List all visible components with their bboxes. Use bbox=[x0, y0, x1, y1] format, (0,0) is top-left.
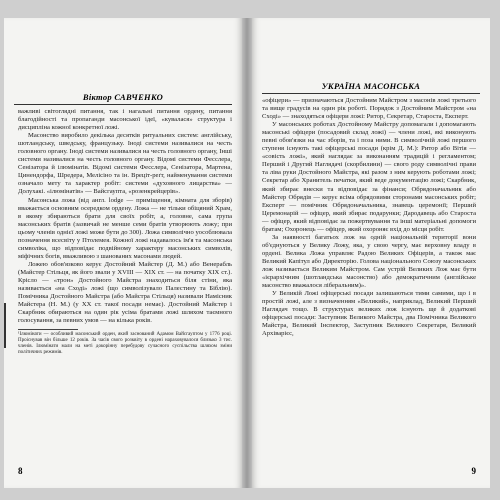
paragraph: У масонських роботах Достойному Майстру допомагали і допомагають масонські офіцери (посадовий склад ложі) — члени ложі, які виконують певні обов'язки на час зборів, та і поза ними. В символічній ложі першого ступеня існують такі офіцерські посади (крім Д. М.): Ритор або Вітія — «совість ложі», який наглядає за виконанням традицій і регламентом; Перший і Другий Наглядачі (скорбилини) — свого роду символічні прави та ліва руки Достойного Майстра, які разом з ним керують роботами ложі; Секретар або Хранитель печатки, який веде документацію ложі; Скарбник, який збирає внески та відповідає за фінанси; Обрядоначальник або Майстер Обрядів — керує всіма обрядовими сторонами масонських робіт; Експерт — помічник Обрядоначальника, знавець церемонії; Перший Церемонарій — офіцер, який збирає подарунки; Дародавець або Староста — офіцер, який відповідає за пожертвування та інші матеріальні допомоги братам; Охоронець — офіцер, який охороняє вхід до місця робіт. bbox=[262, 121, 476, 233]
page-number-left: 8 bbox=[18, 466, 23, 476]
paragraph: За наявності багатьох лож на одній національній території вони об'єднуються у Велику Ложу, яка, у свою чергу, має верховну владу в ордені. Велика Ложа управляє Радою Великих Офіцерів, а також має Великий Капітул або Директорію. Голова національного Союзу масонських лож називається Великим Майстром. Сам устрій Великих Лож має бути «ієрархічним (шотландська масонство) або демократичним (англійське масонство вважалося ліберальним)». bbox=[262, 233, 476, 290]
paragraph: Ложею обов'язково керує Достойний Майстер (Д. М.) або Венерабль (Майстер Стільця, як його звали у XVIII — XIX ст. — на початку XIX ст.). Крісло — «трон» Достойного Майстра знаходиться біля стіни, яка називається «на Сході» ложі (що символізувало Палестину та Біблію). Помічника Достойного Майстра (або Майстра Стільця) називали Намісник Майстера (Н. М.) (у XX ст. такої посади немає). Достойний Майстер і Скарбник обираються на один рік усіма братами ложі шляхом таємного голосування, за певних умов — на кілька років. bbox=[18, 260, 232, 325]
left-body-text bbox=[4, 108, 242, 325]
margin-mark bbox=[4, 303, 6, 348]
right-page bbox=[252, 18, 490, 488]
right-body-text bbox=[252, 97, 490, 338]
paragraph: Масонська ложа (від англ. lodge — приміщення, кімната для зборів) вважається основним осередком ордену. Ложа — не тільки обіцяний Храм, в якому збираються брати для своїх робіт, а, головне, сама група масонських братів (зазвичай не менше семи братів утворюють ложу; при цьому членів однієї ложі може бути до 300). Ложа символічно уособлювала позначення всесвіту у Птолемея. Кожної ложі надавалось ім'я та масонська символіка, що відповідає подвійному характеру масонських символів, міфічних богів, вважливою з шанованих масонами людей. bbox=[18, 196, 232, 260]
header-rule bbox=[14, 104, 232, 105]
paragraph: важливі світоглядні питання, так і нагальні питання ордену, питання благодійності та пропаганди масонської ідеї, «кувалася» структура і дисципліна кожної конкретної ложі. bbox=[18, 108, 232, 132]
paragraph: Масонство виробило декілька десятків ритуальних систем: англійську, шотландську, шведську, французьку. Іноді системи називалися на честь головного органу. Іноді системи називалися на честь головного органу, Інші системи називалися на честь головного органу. Відомі системи Фесслера, Сенізатора й ілюмінатів. Відомі системи Фесслера, Сенізатора, Мартена, Цинендорфа, Шредера, Мелісіно та ін. Вреціт-реґт, найменування системи означало мету та характер робіт: системи «духовного лицарства» — Долухакі. «ілюмінатів» — Вайсгаупта, «розенкрейцерів». bbox=[18, 132, 232, 196]
paragraph: У Великій Ложі офіцерські посади залишаються тими самими, що і в простій ложі, але з визначенням «Великий», наприклад, Великий Перший Наглядач тощо. В структурах великих лож існують ще й додаткові офіцерські посади: Заступник Великого Майстра, два Помічника Великого Майстра, Великий Інспектор, Заступник Великого Секретаря, Великий Архіварієс, bbox=[262, 290, 476, 338]
footnote-rule bbox=[18, 329, 78, 330]
left-page bbox=[4, 18, 242, 488]
paragraph: «офіцери» — призначаються Достойним Майстром з масонів ложі третього та вище градусів на один рік роботі. Порядок з Достойним Майстром «на Сході» — знаходяться офіцери ложі: Ритор, Секретар, Староста, Експерт. bbox=[262, 97, 476, 121]
header-rule bbox=[262, 93, 480, 94]
running-header-left: Віктор САВЧЕНКО bbox=[82, 92, 164, 102]
page-number-right: 9 bbox=[471, 466, 476, 476]
book-gutter bbox=[242, 18, 252, 488]
footnote: ¹Ілюмінати — особливий масонський орден, який заснований Адамом Вайсгауптом у 1776 році. Проіснував він більше 12 років. За часів свого розквіту в ордені нараховувалося близько 3 тис. членів. Ілюмінати мали на меті докорінну перебудову сучасного суспільства шляхом зміни політичних режимів. bbox=[18, 332, 232, 356]
running-header-right: УКРАЇНА МАСОНСЬКА bbox=[321, 81, 421, 91]
